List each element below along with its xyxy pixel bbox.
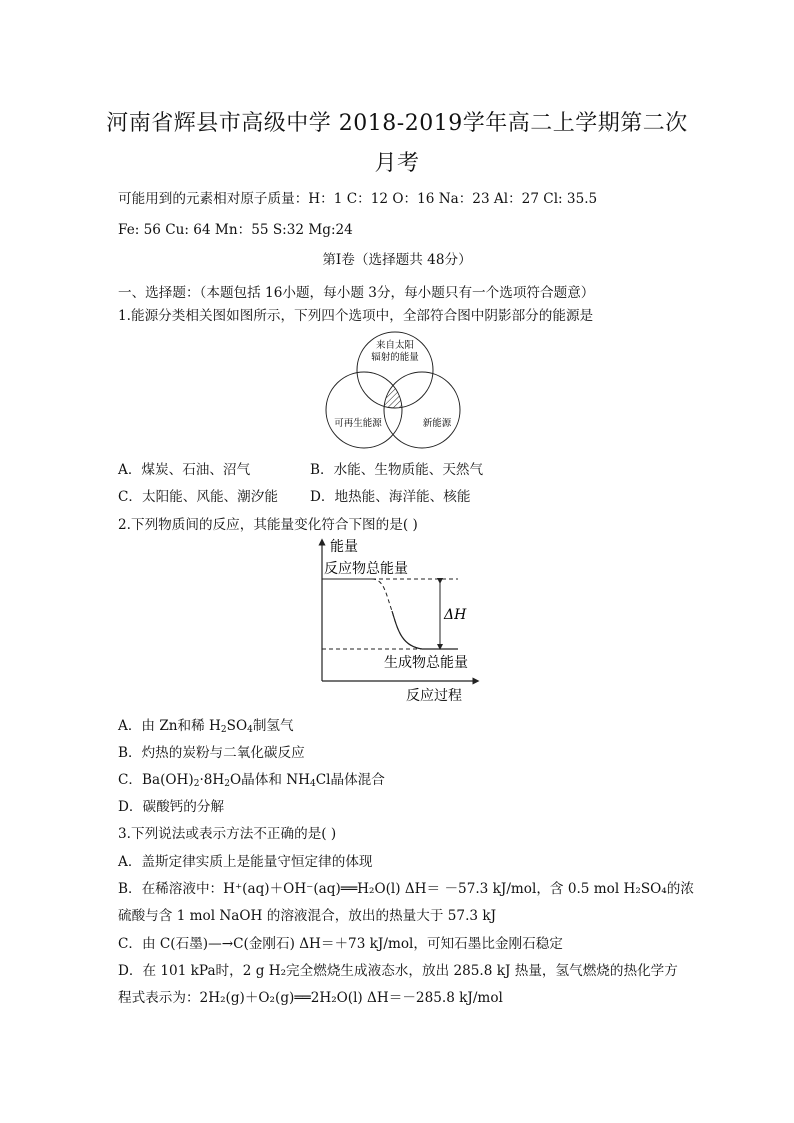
energy-diagram bbox=[312, 536, 484, 706]
question-3-stem: 3.下列说法或表示方法不正确的是( ) bbox=[118, 826, 337, 842]
product-energy-label: 生成物总能量 bbox=[384, 655, 468, 671]
q2-option-c: C．$Ba(OH)_2\cdot 8H_2O$晶体和 $NH_4Cl$晶体混合 bbox=[118, 772, 385, 789]
q2-option-d: D．碳酸钙的分解 bbox=[118, 799, 225, 815]
reactant-energy-label: 反应物总能量 bbox=[324, 561, 408, 577]
graph-y-label: 能量 bbox=[330, 539, 358, 555]
q3-option-b-line-1: B．在稀溶液中：H⁺(aq)＋OH⁻(aq)══H₂O(l) ΔH＝ －57.3 kJ/mol，含 0.5 mol H₂SO₄的浓 bbox=[118, 881, 694, 897]
title-line-1: 河南省辉县市高级中学 2018-2019学年高二上学期第二次 bbox=[106, 111, 688, 136]
section-title: 第Ⅰ卷（选择题共 48分） bbox=[322, 252, 472, 268]
q1-option-c: C．太阳能、风能、潮汐能 bbox=[118, 489, 278, 505]
venn-left-label: 可再生能源 bbox=[334, 418, 382, 429]
q1-option-d: D．地热能、海洋能、核能 bbox=[310, 489, 471, 505]
title-line-2: 月考 bbox=[374, 151, 420, 176]
atomic-masses-line-2: Fe: 56 Cu: 64 Mn：55 S:32 Mg:24 bbox=[118, 222, 353, 238]
atomic-masses-line-1: 可能用到的元素相对原子质量：H：1 C：12 O：16 Na：23 Al：27 Cl: 35.5 bbox=[118, 191, 598, 207]
question-2-stem: 2.下列物质间的反应，其能量变化符合下图的是( ) bbox=[118, 517, 418, 533]
venn-top-label-1: 来自太阳 bbox=[375, 340, 415, 351]
q3-option-d-line-1: D．在 101 kPa时，2 g H₂完全燃烧生成液态水，放出 285.8 kJ 热量，氢气燃烧的热化学方 bbox=[118, 963, 678, 979]
venn-circle-new bbox=[384, 372, 460, 448]
q1-option-a: A．煤炭、石油、沼气 bbox=[118, 462, 251, 478]
section-intro: 一、选择题：（本题包括 16小题，每小题 3分，每小题只有一个选项符合题意） bbox=[118, 285, 595, 301]
venn-right-label: 新能源 bbox=[422, 418, 452, 429]
q1-option-b: B．水能、生物质能、天然气 bbox=[310, 462, 484, 478]
q3-option-c: C．由 C(石墨)—→C(金刚石) ΔH＝＋73 kJ/mol，可知石墨比金刚石稳定 bbox=[118, 936, 563, 952]
venn-top-label-2: 辐射的能量 bbox=[371, 352, 419, 363]
venn-circle-renewable bbox=[326, 372, 402, 448]
q2-option-a: A．由 Zn和稀 $H_2SO_4$制氢气 bbox=[118, 718, 294, 735]
reaction-curve-dashed bbox=[372, 579, 422, 649]
q3-option-a: A．盖斯定律实质上是能量守恒定律的体现 bbox=[118, 854, 373, 870]
delta-h-label: ΔH bbox=[444, 607, 467, 623]
q3-option-b-line-2: 硫酸与含 1 mol NaOH 的溶液混合，放出的热量大于 57.3 kJ bbox=[118, 908, 497, 924]
question-1-stem: 1.能源分类相关图如图所示，下列四个选项中，全部符合图中阴影部分的能源是 bbox=[118, 308, 594, 324]
venn-diagram bbox=[318, 330, 470, 450]
q2-option-b: B．灼热的炭粉与二氧化碳反应 bbox=[118, 745, 305, 761]
graph-x-label: 反应过程 bbox=[406, 688, 462, 704]
q3-option-d-line-2: 程式表示为：2H₂(g)＋O₂(g)══2H₂O(l) ΔH＝－285.8 kJ/mol bbox=[118, 990, 503, 1006]
